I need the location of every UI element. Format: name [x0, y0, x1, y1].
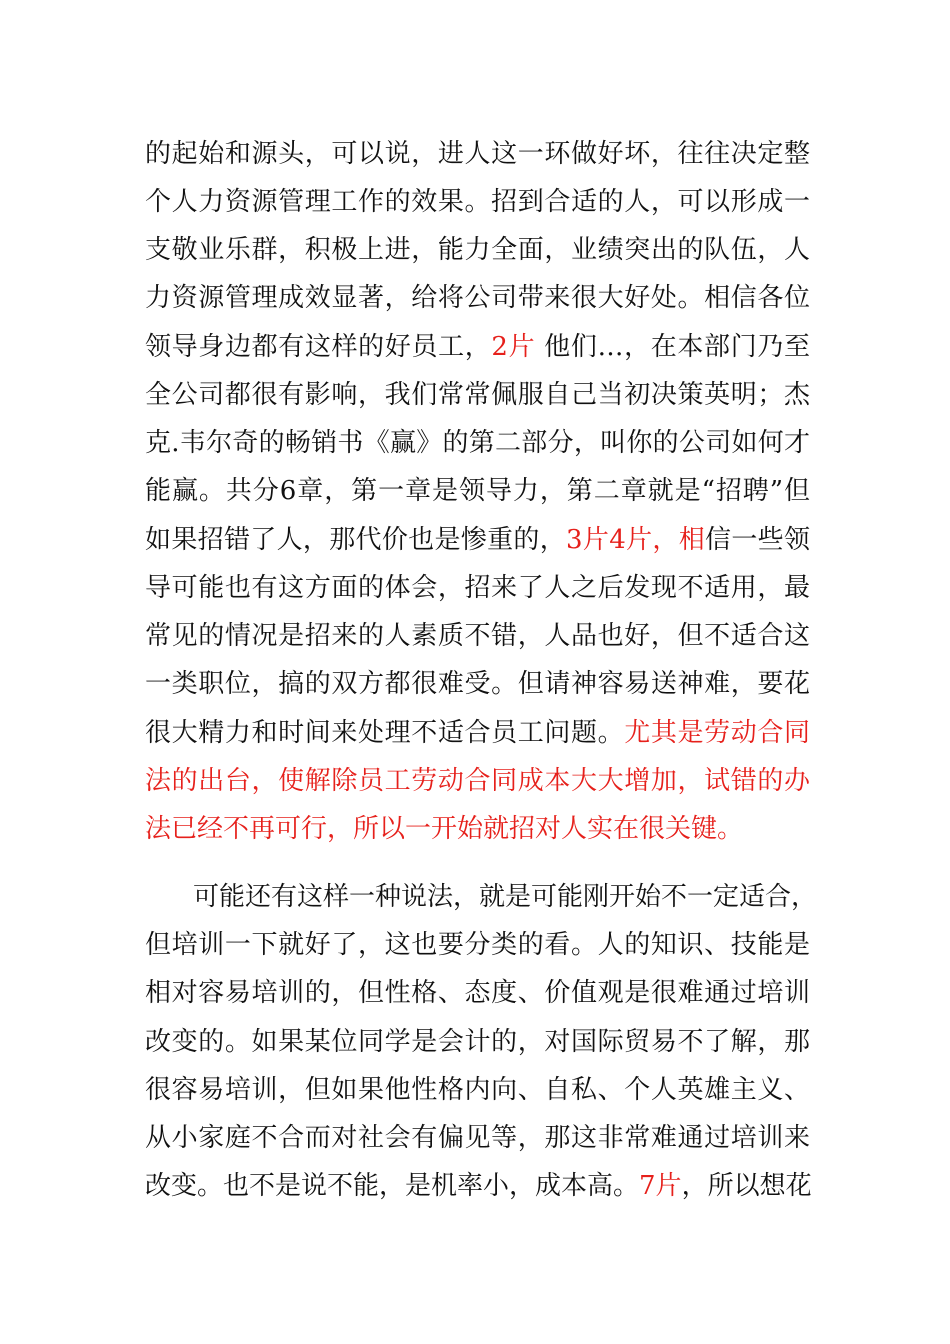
text-line-16 [193, 877, 818, 917]
text-line-7 [145, 423, 810, 463]
text-segment: 能赢。共分6章，第一章是领导力，第二章就是“招聘”但 [145, 476, 810, 506]
text-line-10 [145, 568, 810, 608]
text-segment: 个人力资源管理工作的效果。招到合适的人，可以形成一 [145, 187, 810, 217]
text-line-11 [145, 616, 810, 656]
text-segment: 常见的情况是招来的人素质不错，人品也好，但不适合这 [145, 621, 810, 651]
text-line-22 [145, 1166, 810, 1206]
text-line-12 [145, 664, 810, 704]
text-segment: 信一些领 [705, 525, 810, 555]
text-segment: 但培训一下就好了，这也要分类的看。人的知识、技能是 [145, 930, 810, 960]
highlighted-text: 法已经不再可行，所以一开始就招对人实在很关键。 [145, 814, 744, 844]
text-segment: 相对容易培训的，但性格、态度、价值观是很难通过培训 [145, 978, 810, 1008]
text-line-15 [145, 809, 810, 849]
text-line-20 [145, 1070, 810, 1110]
text-segment: 很大精力和时间来处理不适合员工问题。 [145, 718, 625, 748]
text-segment: 力资源管理成效显著，给将公司带来很大好处。相信各位 [145, 283, 810, 313]
text-line-13 [145, 713, 810, 753]
text-segment: 改变的。如果某位同学是会计的，对国际贸易不了解，那 [145, 1027, 810, 1057]
text-segment: 可能还有这样一种说法，就是可能刚开始不一定适合， [193, 882, 818, 912]
text-segment: 他们…，在本部门乃至 [535, 332, 810, 362]
text-line-1 [145, 134, 810, 174]
text-segment: 改变。也不是说不能，是机率小，成本高。 [145, 1171, 640, 1201]
text-segment: 导可能也有这方面的体会，招来了人之后发现不适用，最 [145, 573, 810, 603]
highlighted-text: 法的出台，使解除员工劳动合同成本大大增加，试错的办 [145, 766, 810, 796]
text-line-3 [145, 230, 810, 270]
text-segment: 一类职位，搞的双方都很难受。但请神容易送神难，要花 [145, 669, 810, 699]
text-segment: 领导身边都有这样的好员工， [145, 332, 492, 362]
text-segment: 从小家庭不合而对社会有偏见等，那这非常难通过培训来 [145, 1123, 810, 1153]
text-line-14 [145, 761, 810, 801]
text-segment: 支敬业乐群，积极上进，能力全面，业绩突出的队伍，人 [145, 235, 810, 265]
text-segment: 全公司都很有影响，我们常常佩服自己当初决策英明；杰 [145, 380, 810, 410]
text-segment: 如果招错了人，那代价也是惨重的， [145, 525, 567, 555]
text-line-8 [145, 471, 810, 511]
text-line-17 [145, 925, 810, 965]
slide-reference: 2片 [491, 332, 536, 362]
text-line-21 [145, 1118, 810, 1158]
highlighted-text: 尤其是劳动合同 [624, 718, 810, 748]
text-line-6 [145, 375, 810, 415]
slide-reference: 7片 [639, 1171, 682, 1201]
text-segment: 克.韦尔奇的畅销书《赢》的第二部分，叫你的公司如何才 [145, 428, 810, 458]
text-segment: ，所以想花 [681, 1171, 812, 1201]
text-segment: 很容易培训，但如果他性格内向、自私、个人英雄主义、 [145, 1075, 810, 1105]
text-line-9 [145, 520, 810, 560]
slide-reference: 3片4片，相 [566, 525, 706, 555]
text-line-19 [145, 1022, 810, 1062]
text-line-4 [145, 278, 810, 318]
text-line-5 [145, 327, 810, 367]
text-segment: 的起始和源头，可以说，进人这一环做好坏，往往决定整 [145, 139, 810, 169]
text-line-2 [145, 182, 810, 222]
text-line-18 [145, 973, 810, 1013]
